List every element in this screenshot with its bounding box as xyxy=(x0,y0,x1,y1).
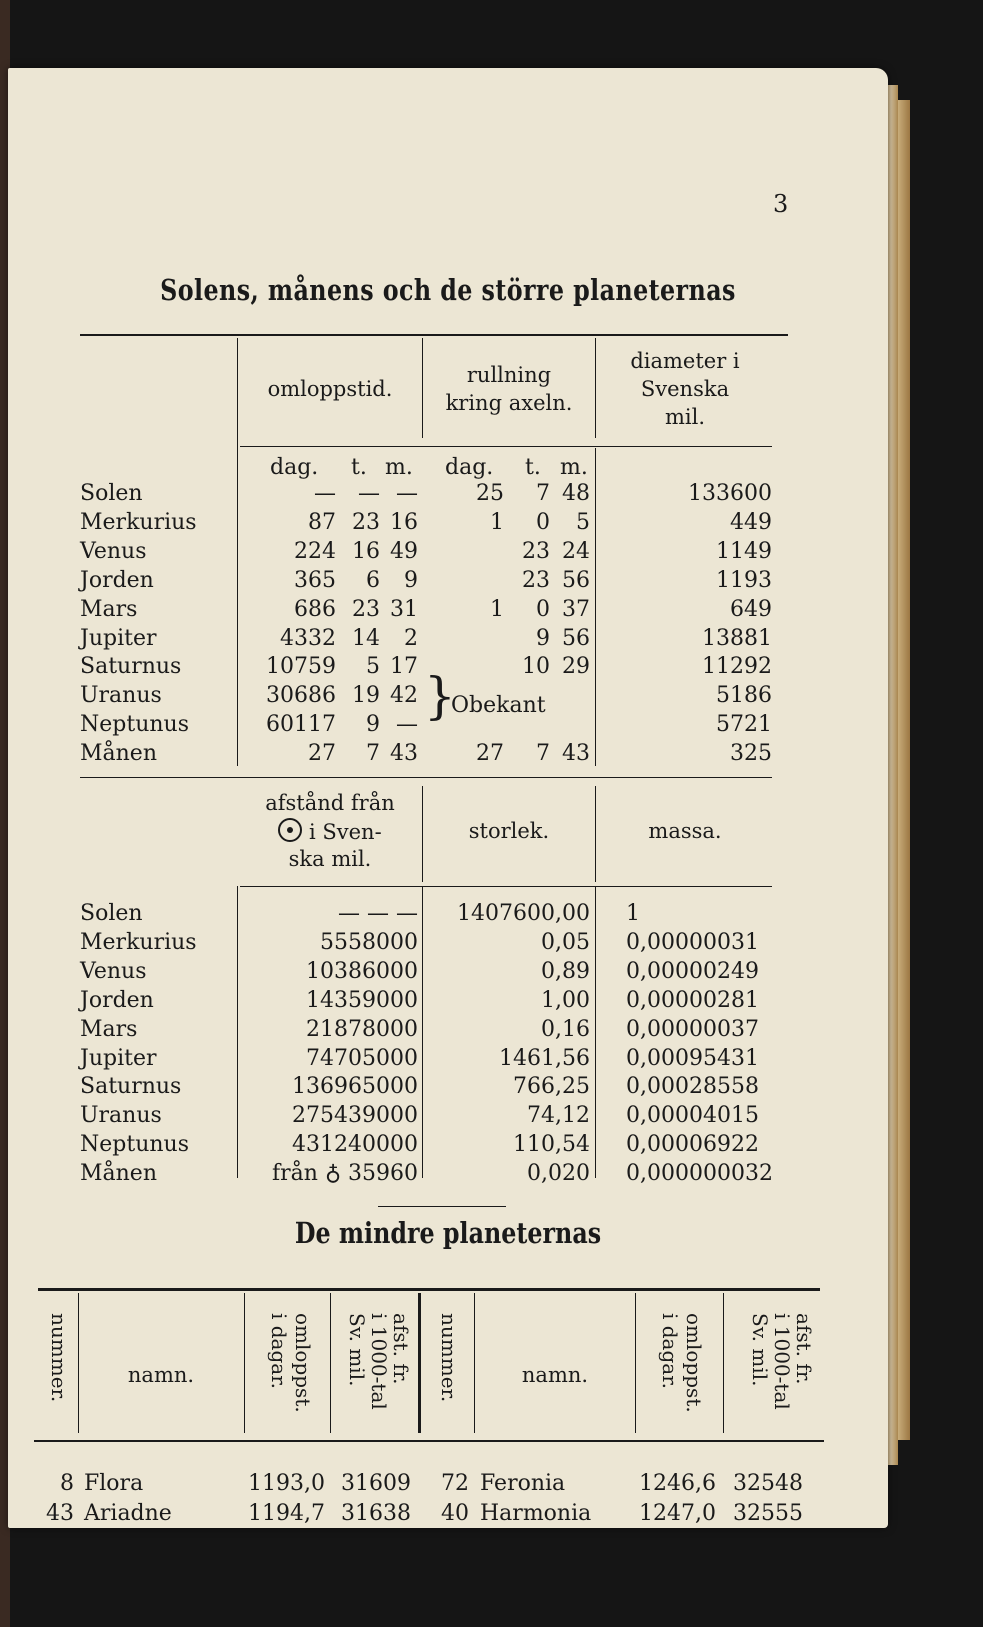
mass-value: 0,00028558 xyxy=(626,1074,759,1100)
diameter-header-line3: mil. xyxy=(664,405,706,429)
period-header-left-2: i dagar. xyxy=(267,1313,291,1389)
asteroid-name: Ariadne xyxy=(84,1501,172,1526)
distance-value: — — — xyxy=(338,901,418,926)
distance-value: 10386000 xyxy=(306,958,418,984)
rotation-hours: 23 xyxy=(522,567,550,593)
period-hours: 14 xyxy=(352,625,380,651)
distance-value: 21878000 xyxy=(306,1016,418,1042)
asteroid-period: 1193,0 xyxy=(248,1471,325,1496)
period-days: 224 xyxy=(294,538,336,564)
size-value: 0,020 xyxy=(527,1161,590,1187)
period-days: 87 xyxy=(308,509,336,535)
section-separator xyxy=(378,1206,506,1207)
asteroid-number: 40 xyxy=(441,1501,469,1526)
t3-v3 xyxy=(330,1293,331,1433)
period-days: 365 xyxy=(294,567,336,593)
diameter-value: 5186 xyxy=(716,683,772,709)
planet-name: Uranus xyxy=(80,1103,162,1129)
period-unit-minutes: m. xyxy=(385,455,413,480)
size-value: 0,05 xyxy=(541,929,590,955)
rotation-minutes: 43 xyxy=(562,741,590,767)
diameter-value: 1149 xyxy=(716,538,772,564)
mass-value: 0,00095431 xyxy=(626,1045,759,1071)
period-minutes: 42 xyxy=(390,683,418,709)
rotation-unit-minutes: m. xyxy=(560,455,588,480)
period-days: 60117 xyxy=(266,712,336,738)
period-days: 686 xyxy=(294,596,336,622)
planet-name: Jorden xyxy=(80,987,154,1013)
asteroid-name: Flora xyxy=(84,1471,144,1496)
period-hours: 23 xyxy=(352,509,380,535)
rotation-minutes: 37 xyxy=(562,596,590,622)
rotation-days: 25 xyxy=(476,481,504,506)
size-value: 766,25 xyxy=(513,1074,590,1100)
mass-value: 0,00004015 xyxy=(626,1103,759,1129)
dist-header-right-1: afst. fr. xyxy=(792,1313,816,1385)
size-value: 0,89 xyxy=(541,958,590,984)
rotation-header-line2: kring axeln. xyxy=(445,391,573,415)
asteroid-number: 72 xyxy=(441,1471,469,1496)
size-value: 110,54 xyxy=(513,1132,590,1158)
rotation-hours: 9 xyxy=(536,625,550,651)
distance-header-line3: ska mil. xyxy=(288,847,372,871)
planet-name: Saturnus xyxy=(80,1074,182,1100)
diameter-value: 11292 xyxy=(702,654,772,680)
rotation-minutes: 56 xyxy=(562,567,590,593)
sun-symbol-icon xyxy=(278,818,302,842)
diameter-value: 325 xyxy=(730,741,772,767)
period-minutes: — xyxy=(396,712,418,738)
rotation-hours: 0 xyxy=(536,509,550,535)
period-header: omloppstid. xyxy=(267,377,393,401)
planet-name: Neptunus xyxy=(80,1132,189,1158)
rotation-unit-hours: t. xyxy=(525,455,541,480)
table1-divider-4 xyxy=(595,448,596,766)
dist-header-right-3: Sv. mil. xyxy=(748,1313,772,1387)
diameter-value: 5721 xyxy=(716,712,772,738)
rotation-minutes: 24 xyxy=(562,538,590,564)
mass-value: 0,00000037 xyxy=(626,1016,759,1042)
period-hours: 19 xyxy=(352,683,380,709)
asteroid-number: 8 xyxy=(60,1471,74,1496)
page-title: Solens, månens och de större planeternas xyxy=(160,273,736,307)
planet-name: Merkurius xyxy=(80,929,197,955)
unknown-rotation-label: Obekant xyxy=(451,693,546,718)
distance-header-line2 xyxy=(240,818,420,846)
period-hours: 9 xyxy=(366,712,380,738)
period-header-right-1: omloppst. xyxy=(682,1313,706,1413)
table2-divider-3 xyxy=(237,886,238,1178)
size-value: 1407600,00 xyxy=(457,901,590,926)
rotation-hours: 7 xyxy=(536,741,550,767)
planet-name: Månen xyxy=(80,1161,157,1187)
t3-v1 xyxy=(78,1293,79,1433)
table1-divider-2 xyxy=(422,338,423,438)
distance-value: 5558000 xyxy=(320,929,418,955)
diameter-header-line2: Svenska xyxy=(640,377,730,401)
table2-divider-1 xyxy=(422,786,423,882)
period-minutes: 43 xyxy=(390,741,418,767)
rotation-hours: 23 xyxy=(522,538,550,564)
page-number: 3 xyxy=(773,190,789,218)
mass-value: 0,00006922 xyxy=(626,1132,759,1158)
period-minutes: 17 xyxy=(390,654,418,680)
planet-name: Månen xyxy=(80,741,157,767)
rotation-hours: 7 xyxy=(536,481,550,506)
period-days: 30686 xyxy=(266,683,336,709)
dist-header-left-3: Sv. mil. xyxy=(345,1313,369,1387)
distance-value: 136965000 xyxy=(292,1074,418,1100)
asteroid-period: 1247,0 xyxy=(639,1501,716,1526)
period-minutes: 49 xyxy=(390,538,418,564)
period-hours: 16 xyxy=(352,538,380,564)
asteroid-distance: 32548 xyxy=(733,1471,803,1496)
size-value: 1461,56 xyxy=(499,1045,590,1071)
book-page xyxy=(8,68,888,1528)
planet-name: Mars xyxy=(80,596,138,622)
table2-divider-4 xyxy=(422,886,423,1178)
rotation-hours: 10 xyxy=(522,654,550,680)
table3-header-rule xyxy=(34,1440,824,1442)
diameter-value: 133600 xyxy=(688,481,772,506)
rotation-days: 1 xyxy=(490,509,504,535)
period-hours: — xyxy=(358,481,380,506)
asteroid-number: 43 xyxy=(46,1501,74,1526)
diameter-value: 1193 xyxy=(716,567,772,593)
name-header-left: namn. xyxy=(127,1363,195,1387)
period-hours: 5 xyxy=(366,654,380,680)
rotation-minutes: 48 xyxy=(562,481,590,506)
period-minutes: — xyxy=(396,481,418,506)
period-minutes: 16 xyxy=(390,509,418,535)
t3-v2 xyxy=(244,1293,245,1433)
period-hours: 7 xyxy=(366,741,380,767)
planet-name: Mars xyxy=(80,1016,138,1042)
rotation-unit-days: dag. xyxy=(445,455,494,480)
asteroid-distance: 32555 xyxy=(733,1501,803,1526)
number-header-left: nummer. xyxy=(47,1313,71,1403)
mass-value: 0,00000249 xyxy=(626,958,759,984)
table1-top-rule xyxy=(80,334,788,336)
asteroid-name: Feronia xyxy=(480,1471,566,1496)
planet-name: Neptunus xyxy=(80,712,189,738)
rotation-header-line1: rullning xyxy=(466,363,552,387)
asteroid-period: 1194,7 xyxy=(248,1501,325,1526)
planet-name: Venus xyxy=(80,958,147,984)
page-edge-back xyxy=(898,100,910,1440)
period-hours: 23 xyxy=(352,596,380,622)
size-value: 0,16 xyxy=(541,1016,590,1042)
table1-bottom-rule xyxy=(80,777,772,778)
period-days: — xyxy=(314,481,336,506)
planet-name: Merkurius xyxy=(80,509,197,535)
planet-name: Uranus xyxy=(80,683,162,709)
mass-value: 0,000000032 xyxy=(626,1161,773,1187)
table3-top-rule xyxy=(38,1288,820,1291)
t3-v7 xyxy=(723,1293,724,1433)
rotation-hours: 0 xyxy=(536,596,550,622)
distance-header-line2-text: i Sven- xyxy=(308,820,382,844)
period-unit-hours: t. xyxy=(351,455,367,480)
period-minutes: 9 xyxy=(404,567,418,593)
dist-header-left-1: afst. fr. xyxy=(389,1313,413,1385)
planet-name: Jorden xyxy=(80,567,154,593)
planet-name: Solen xyxy=(80,481,143,506)
table2-divider-5 xyxy=(595,886,596,1178)
rotation-days: 27 xyxy=(476,741,504,767)
distance-value: 275439000 xyxy=(292,1103,418,1129)
period-unit-days: dag. xyxy=(270,455,319,480)
asteroid-distance: 31609 xyxy=(341,1471,411,1496)
table1-divider-1 xyxy=(237,338,238,766)
period-days: 10759 xyxy=(266,654,336,680)
table2-header-rule xyxy=(240,886,772,887)
period-minutes: 31 xyxy=(390,596,418,622)
rotation-minutes: 29 xyxy=(562,654,590,680)
table1-divider-3 xyxy=(595,338,596,438)
table2-divider-2 xyxy=(595,786,596,882)
distance-value: 74705000 xyxy=(306,1045,418,1071)
distance-value: 431240000 xyxy=(292,1132,418,1158)
mass-value: 0,00000281 xyxy=(626,987,759,1013)
diameter-header-line1: diameter i xyxy=(630,349,740,373)
size-value: 1,00 xyxy=(541,987,590,1013)
asteroid-name: Harmonia xyxy=(480,1501,592,1526)
period-hours: 6 xyxy=(366,567,380,593)
distance-header-line1: afstånd från xyxy=(265,791,395,815)
planet-name: Solen xyxy=(80,901,143,926)
mass-header: massa. xyxy=(648,819,722,843)
size-value: 74,12 xyxy=(527,1103,590,1129)
section-title: De mindre planeternas xyxy=(294,1216,602,1250)
planet-name: Jupiter xyxy=(80,1045,157,1071)
dist-header-right-2: i 1000-tal xyxy=(770,1313,794,1410)
t3-v6 xyxy=(635,1293,636,1433)
asteroid-period: 1246,6 xyxy=(639,1471,716,1496)
asteroid-distance: 31638 xyxy=(341,1501,411,1526)
period-header-right-2: i dagar. xyxy=(658,1313,682,1389)
brace-uranus-neptunus: } xyxy=(424,667,456,725)
period-days: 27 xyxy=(308,741,336,767)
distance-value: från ♁ 35960 xyxy=(272,1161,418,1187)
t3-v4 xyxy=(418,1293,421,1433)
diameter-value: 649 xyxy=(730,596,772,622)
rotation-minutes: 56 xyxy=(562,625,590,651)
period-days: 4332 xyxy=(280,625,336,651)
planet-name: Venus xyxy=(80,538,147,564)
number-header-right: nummer. xyxy=(437,1313,461,1403)
rotation-days: 1 xyxy=(490,596,504,622)
planet-name: Jupiter xyxy=(80,625,157,651)
period-header-left-1: omloppst. xyxy=(291,1313,315,1413)
table1-header-rule xyxy=(240,446,772,447)
size-header: storlek. xyxy=(468,819,550,843)
name-header-right: namn. xyxy=(521,1363,589,1387)
dist-header-left-2: i 1000-tal xyxy=(367,1313,391,1410)
diameter-value: 13881 xyxy=(702,625,772,651)
diameter-value: 449 xyxy=(730,509,772,535)
mass-value: 0,00000031 xyxy=(626,929,759,955)
rotation-minutes: 5 xyxy=(576,509,590,535)
period-minutes: 2 xyxy=(404,625,418,651)
planet-name: Saturnus xyxy=(80,654,182,680)
t3-v5 xyxy=(474,1293,475,1433)
mass-value: 1 xyxy=(626,901,640,926)
distance-value: 14359000 xyxy=(306,987,418,1013)
